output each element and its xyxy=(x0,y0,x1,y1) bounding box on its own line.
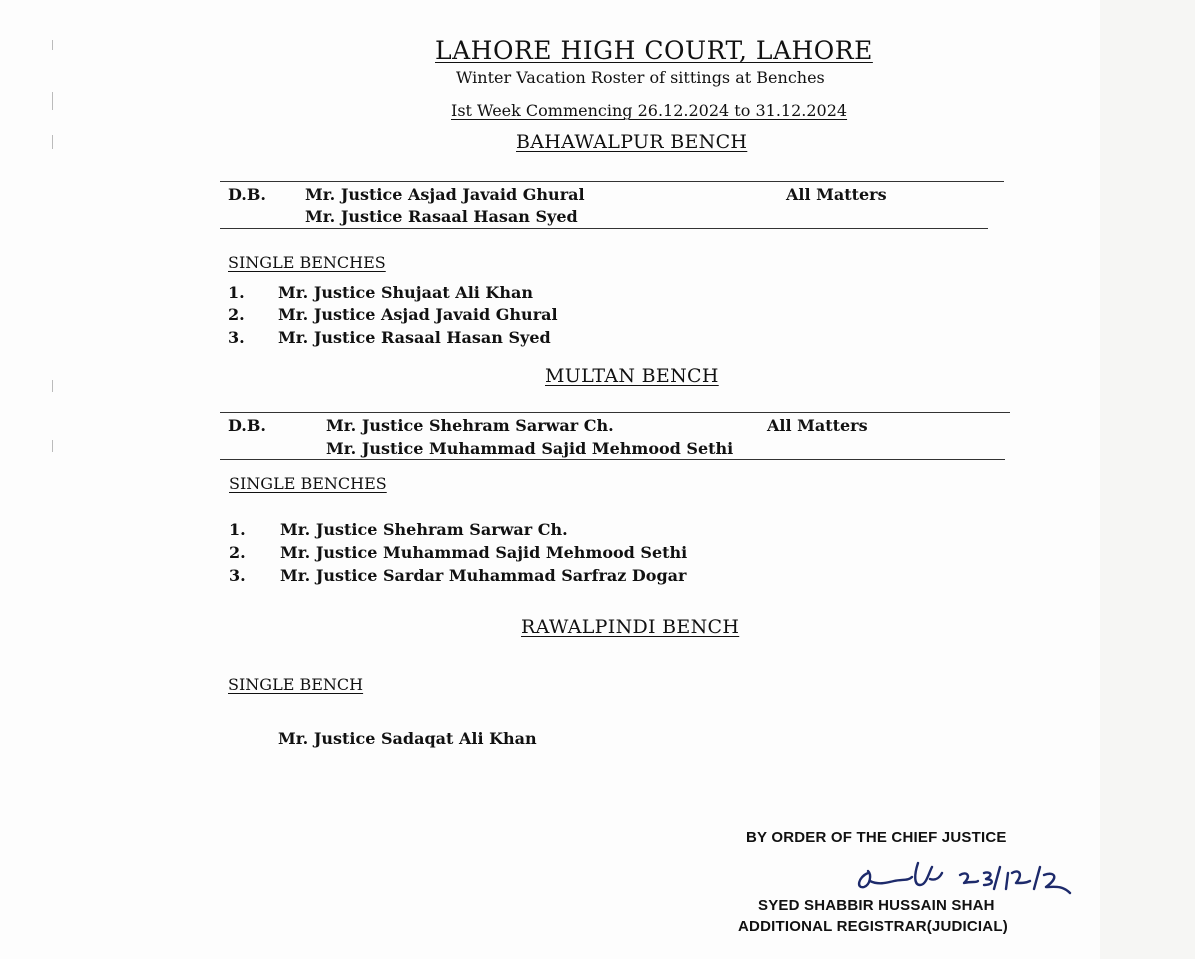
page-edge-shadow xyxy=(1100,0,1195,959)
divider-line xyxy=(220,181,1004,182)
week-range: Ist Week Commencing 26.12.2024 to 31.12.2024 xyxy=(451,101,848,120)
multan-db-judge-1: Mr. Justice Shehram Sarwar Ch. xyxy=(326,416,614,435)
bahawalpur-db-matters: All Matters xyxy=(786,185,887,204)
multan-db-judge-2: Mr. Justice Muhammad Sajid Mehmood Sethi xyxy=(326,439,734,458)
divider-line xyxy=(220,228,988,229)
list-item-number: 3. xyxy=(228,328,245,347)
rawalpindi-single-bench-heading: SINGLE BENCH xyxy=(228,675,364,694)
divider-line xyxy=(220,459,1005,460)
scan-speck xyxy=(52,380,53,392)
divider-line xyxy=(220,412,1010,413)
list-item-number: 3. xyxy=(229,566,246,585)
scan-speck xyxy=(52,92,53,110)
list-item-name: Mr. Justice Asjad Javaid Ghural xyxy=(278,305,558,324)
multan-db-matters: All Matters xyxy=(767,416,868,435)
order-line: BY ORDER OF THE CHIEF JUSTICE xyxy=(746,829,1007,846)
bahawalpur-bench-heading: BAHAWALPUR BENCH xyxy=(516,131,748,153)
document-subtitle: Winter Vacation Roster of sittings at Benches xyxy=(456,68,825,87)
list-item-name: Mr. Justice Muhammad Sajid Mehmood Sethi xyxy=(280,543,688,562)
bahawalpur-db-judge-1: Mr. Justice Asjad Javaid Ghural xyxy=(305,185,585,204)
scan-speck xyxy=(52,440,53,452)
list-item-name: Mr. Justice Shehram Sarwar Ch. xyxy=(280,520,568,539)
list-item-number: 1. xyxy=(228,283,245,302)
rawalpindi-bench-heading: RAWALPINDI BENCH xyxy=(521,616,740,638)
bahawalpur-db-judge-2: Mr. Justice Rasaal Hasan Syed xyxy=(305,207,578,226)
list-item-name: Mr. Justice Sardar Muhammad Sarfraz Dogar xyxy=(280,566,687,585)
list-item-number: 2. xyxy=(228,305,245,324)
multan-bench-heading: MULTAN BENCH xyxy=(545,365,719,387)
list-item-name: Mr. Justice Shujaat Ali Khan xyxy=(278,283,533,302)
signatory-name: SYED SHABBIR HUSSAIN SHAH xyxy=(758,897,995,914)
document-title: LAHORE HIGH COURT, LAHORE xyxy=(435,36,873,65)
list-item-number: 1. xyxy=(229,520,246,539)
multan-single-benches-heading: SINGLE BENCHES xyxy=(229,474,387,493)
bahawalpur-single-benches-heading: SINGLE BENCHES xyxy=(228,253,386,272)
bahawalpur-db-label: D.B. xyxy=(228,185,266,204)
scan-speck xyxy=(52,40,53,50)
list-item-number: 2. xyxy=(229,543,246,562)
scan-speck xyxy=(52,135,53,149)
rawalpindi-single-judge: Mr. Justice Sadaqat Ali Khan xyxy=(278,729,537,748)
multan-db-label: D.B. xyxy=(228,416,266,435)
signatory-designation: ADDITIONAL REGISTRAR(JUDICIAL) xyxy=(738,918,1008,935)
list-item-name: Mr. Justice Rasaal Hasan Syed xyxy=(278,328,551,347)
